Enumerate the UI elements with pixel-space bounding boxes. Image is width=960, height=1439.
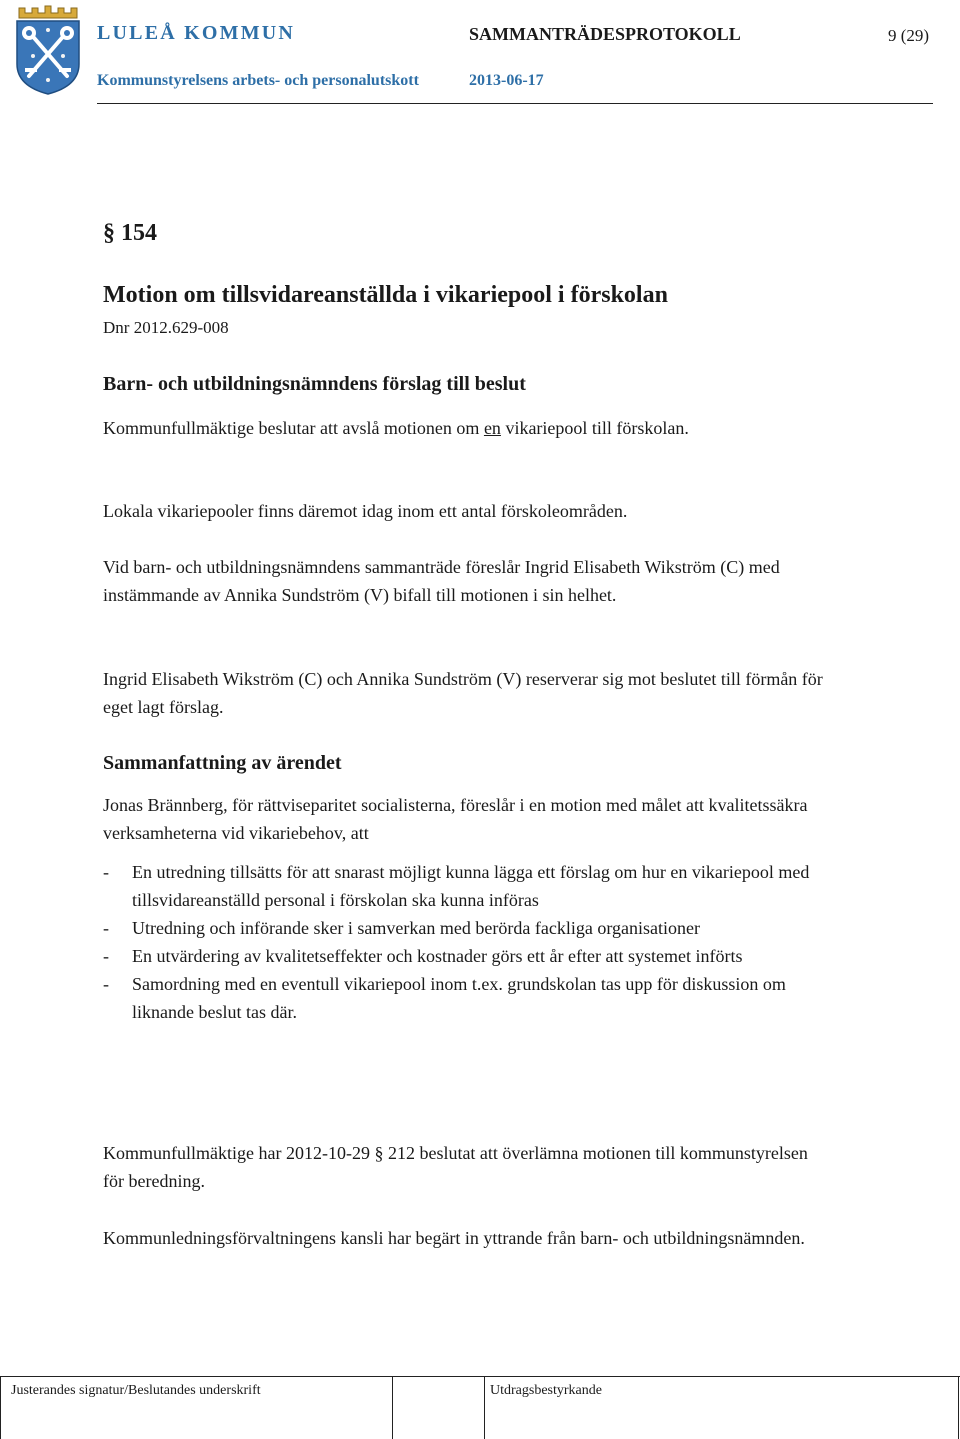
signature-blank-cell bbox=[391, 1376, 485, 1439]
motion-points-list bbox=[103, 858, 833, 1026]
list-item-text: En utvärdering av kvalitetseffekter och kostnader görs ett år efter att systemet införts bbox=[132, 946, 743, 966]
page-number: 9 (29) bbox=[888, 26, 930, 45]
case-title: Motion om tillsvidareanställda i vikariepool i förskolan bbox=[103, 282, 668, 308]
header-divider bbox=[97, 103, 933, 104]
list-item-text: En utredning tillsätts för att snarast möjligt kunna lägga ett förslag om hur en vikariepool med tillsvidareanställd personal i förskolan ska kunna införas bbox=[132, 862, 810, 910]
bullet-dash: - bbox=[103, 946, 109, 966]
list-item bbox=[103, 970, 833, 1026]
bullet-dash: - bbox=[103, 918, 109, 938]
proposal-paragraph-4: Ingrid Elisabeth Wikström (C) och Annika Sundström (V) reserverar sig mot beslutet till förmån för eget lagt förslag. bbox=[103, 669, 823, 717]
summary-paragraph-request: Kommunledningsförvaltningens kansli har begärt in yttrande från barn- och utbildningsnämnden. bbox=[103, 1228, 805, 1248]
proposal-text-part: vikariepool till förskolan. bbox=[500, 418, 689, 438]
committee-name: Kommunstyrelsens arbets- och personalutskott bbox=[97, 72, 419, 89]
extract-label: Utdragsbestyrkande bbox=[490, 1383, 602, 1398]
signature-label: Justerandes signatur/Beslutandes underskrift bbox=[11, 1383, 261, 1398]
proposal-paragraph-3: Vid barn- och utbildningsnämndens sammanträde föreslår Ingrid Elisabeth Wikström (C) med instämmande av Annika Sundström (V) bifall till motionen i sin helhet. bbox=[103, 557, 780, 605]
section-number: § 154 bbox=[103, 220, 157, 246]
footer-divider bbox=[0, 1376, 960, 1377]
list-item-text: Samordning med en eventull vikariepool inom t.ex. grundskolan tas upp för diskussion om liknande beslut tas där. bbox=[132, 974, 786, 1022]
meeting-date: 2013-06-17 bbox=[469, 72, 544, 89]
list-item bbox=[103, 914, 833, 942]
proposal-underlined-word: en bbox=[483, 418, 501, 438]
coat-of-arms-icon bbox=[13, 4, 83, 96]
bullet-dash: - bbox=[103, 862, 109, 882]
document-type: SAMMANTRÄDESPROTOKOLL bbox=[469, 24, 741, 44]
summary-heading: Sammanfattning av ärendet bbox=[103, 752, 342, 774]
proposal-heading: Barn- och utbildningsnämndens förslag till beslut bbox=[103, 373, 526, 395]
proposal-paragraph-1 bbox=[103, 414, 833, 442]
list-item bbox=[103, 942, 833, 970]
proposal-text-part: Kommunfullmäktige beslutar att avslå motionen om bbox=[103, 418, 484, 438]
registration-number: Dnr 2012.629-008 bbox=[103, 318, 229, 337]
summary-intro: Jonas Brännberg, för rättviseparitet socialisterna, föreslår i en motion med målet att kvalitetssäkra verksamheterna vid vikariebehov, att bbox=[103, 795, 808, 843]
summary-paragraph-referral: Kommunfullmäktige har 2012-10-29 § 212 beslutat att överlämna motionen till kommunstyrelsen för beredning. bbox=[103, 1143, 808, 1191]
list-item-text: Utredning och införande sker i samverkan med berörda fackliga organisationer bbox=[132, 918, 700, 938]
organization-name: LULEÅ KOMMUN bbox=[97, 22, 296, 44]
list-item bbox=[103, 858, 833, 914]
proposal-paragraph-2: Lokala vikariepooler finns däremot idag inom ett antal förskoleområden. bbox=[103, 501, 628, 521]
bullet-dash: - bbox=[103, 974, 109, 994]
